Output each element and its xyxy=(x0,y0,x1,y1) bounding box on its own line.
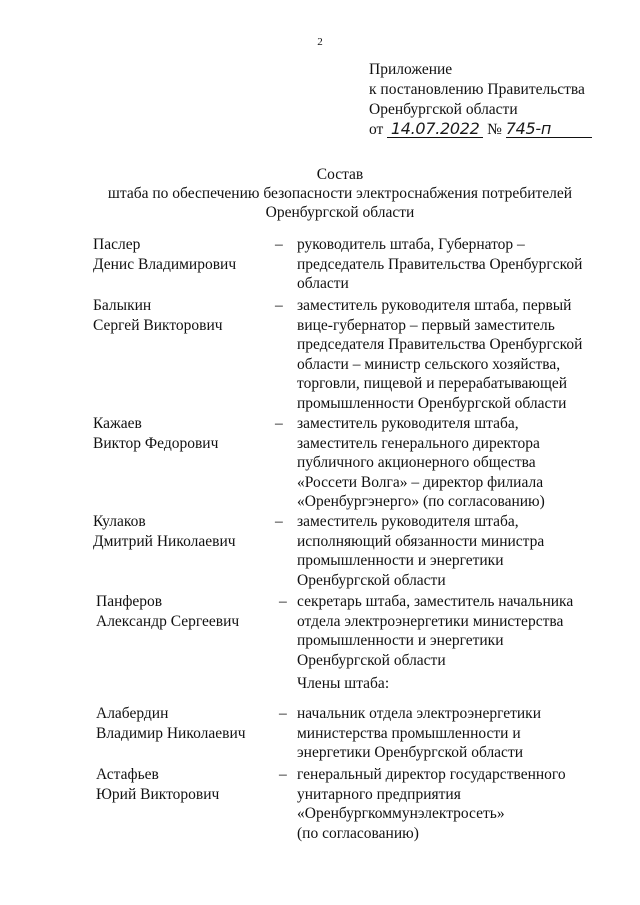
given-names: Виктор Федорович xyxy=(93,434,219,452)
given-names: Александр Сергеевич xyxy=(96,612,240,630)
page-number: 2 xyxy=(317,36,323,48)
person-name xyxy=(93,296,223,335)
appendix-block xyxy=(369,60,592,140)
role-line: (по согласованию) xyxy=(297,824,419,842)
role-line: председателя Правительства Оренбургской xyxy=(297,336,583,353)
surname: Паслер xyxy=(93,236,141,253)
date-prefix: от xyxy=(369,121,384,138)
dash: – xyxy=(279,766,287,783)
role-text xyxy=(297,704,541,763)
appendix-title: Приложение xyxy=(369,61,453,78)
role-line: промышленности Оренбургской области xyxy=(297,394,567,412)
role-line: заместитель руководителя штаба, xyxy=(297,513,519,530)
given-names: Денис Владимирович xyxy=(93,255,237,273)
role-line: «Оренбургкоммунэлектросеть» xyxy=(297,805,505,822)
dash: – xyxy=(279,705,287,722)
surname: Балыкин xyxy=(93,297,152,314)
dash: – xyxy=(275,513,283,530)
dash: – xyxy=(275,236,283,253)
dash: – xyxy=(275,415,283,432)
role-line: заместитель генерального директора xyxy=(297,434,540,452)
person-name xyxy=(93,414,218,453)
role-text xyxy=(297,765,566,843)
role-line: секретарь штаба, заместитель начальника xyxy=(297,593,574,610)
role-line: унитарного предприятия xyxy=(297,785,461,803)
person-name xyxy=(96,704,246,743)
surname: Кажаев xyxy=(93,415,142,432)
dash: – xyxy=(279,593,287,610)
title-line-1: Состав xyxy=(316,166,364,183)
role-line: заместитель руководителя штаба, xyxy=(297,415,519,432)
document-title xyxy=(0,165,640,222)
role-text xyxy=(297,414,545,512)
role-line: «Россети Волга» – директор филиала xyxy=(297,473,544,491)
person-name xyxy=(96,765,219,804)
handwritten-number: 745-п xyxy=(506,121,592,138)
given-names: Владимир Николаевич xyxy=(96,724,246,742)
role-line: отдела электроэнергетики министерства xyxy=(297,612,564,630)
role-line: министерства промышленности и xyxy=(297,724,521,742)
surname: Панферов xyxy=(96,593,163,610)
role-line: области xyxy=(297,275,349,292)
role-line: торговли, пищевой и перерабатывающей xyxy=(297,375,568,392)
role-line: Оренбургской области xyxy=(297,571,446,589)
role-line: «Оренбургэнерго» (по согласованию) xyxy=(297,493,545,510)
title-line-2: штаба по обеспечению безопасности электроснабжения потребителей xyxy=(107,185,573,202)
role-line: председатель Правительства Оренбургской xyxy=(297,255,583,273)
role-line: промышленности и энергетики xyxy=(297,632,504,649)
role-line: заместитель руководителя штаба, первый xyxy=(297,297,572,314)
role-text xyxy=(297,592,573,670)
role-line: Оренбургской области xyxy=(297,651,446,669)
dash: – xyxy=(275,297,283,314)
handwritten-date: 14.07.2022 xyxy=(387,121,483,138)
role-line: публичного акционерного общества xyxy=(297,454,536,471)
given-names: Сергей Викторович xyxy=(93,316,223,334)
role-line: исполняющий обязанности министра xyxy=(297,532,545,550)
number-sign: № xyxy=(487,121,502,138)
role-line: вице-губернатор – первый заместитель xyxy=(297,316,555,334)
appendix-resolution-line: к постановлению Правительства xyxy=(369,81,585,98)
person-name xyxy=(93,512,236,551)
given-names: Юрий Викторович xyxy=(96,785,220,803)
members-heading: Члены штаба: xyxy=(297,675,390,692)
role-line: промышленности и энергетики xyxy=(297,552,504,569)
role-line: генеральный директор государственного xyxy=(297,766,566,783)
role-line: энергетики Оренбургской области xyxy=(297,744,524,761)
surname: Алабердин xyxy=(96,705,169,722)
person-name xyxy=(96,592,239,631)
role-text xyxy=(297,296,582,413)
role-line: руководитель штаба, Губернатор – xyxy=(297,236,525,253)
given-names: Дмитрий Николаевич xyxy=(93,532,236,550)
person-name xyxy=(93,235,236,274)
role-line: области – министр сельского хозяйства, xyxy=(297,355,561,373)
surname: Кулаков xyxy=(93,513,146,530)
role-text xyxy=(297,512,544,590)
appendix-region-line: Оренбургской области xyxy=(369,101,518,118)
appendix-date-line xyxy=(369,120,592,140)
role-text xyxy=(297,235,582,294)
title-line-3: Оренбургской области xyxy=(265,204,415,221)
surname: Астафьев xyxy=(96,766,159,783)
role-line: начальник отдела электроэнергетики xyxy=(297,705,542,722)
